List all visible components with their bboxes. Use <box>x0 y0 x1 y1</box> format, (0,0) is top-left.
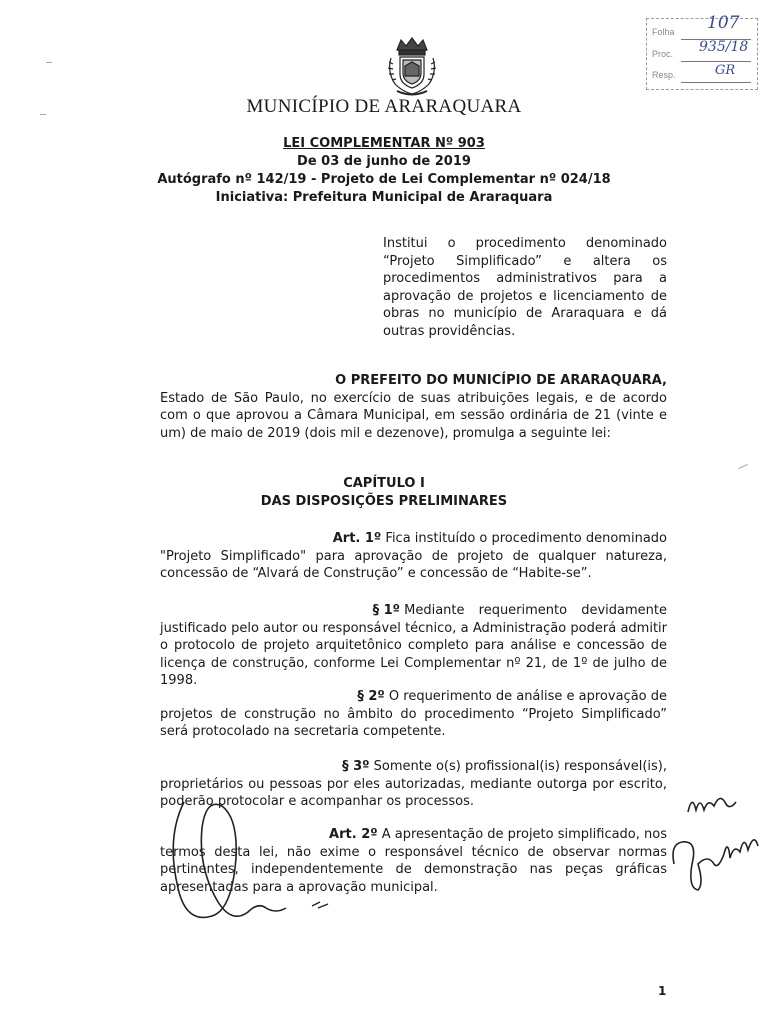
municipality-heading: MUNICÍPIO DE ARARAQUARA <box>246 96 522 117</box>
paragraph-2 <box>160 688 667 741</box>
preamble-text: Estado de São Paulo, no exercício de suas atribuições legais, e de acordo com o que aprovou a Câmara Municipal, em sessão ordinária de 21 (vinte e um) de maio de 2019 (dois mil e dezenove), promulga a seguinte lei: <box>160 390 667 441</box>
preamble <box>160 372 667 442</box>
scan-artifact <box>738 464 747 469</box>
scan-artifact <box>46 62 52 63</box>
stamp-label-proc: Proc. <box>652 49 674 59</box>
signature-right-icon <box>668 824 768 898</box>
article-first-line: Fica instituído o procedimento denominado <box>385 531 667 546</box>
paragraph-label: § 1º <box>372 603 400 618</box>
law-summary: Institui o procedimento denominado “Projeto Simplificado” e altera os procedimentos administrativos para a aprovação de projetos e licenciamento de obras no município de Araraquara e dá outras providências. <box>383 236 667 339</box>
article-1 <box>160 530 667 583</box>
stamp-line <box>681 82 751 83</box>
stamp-label-resp: Resp. <box>652 70 676 80</box>
article-first-line: A apresentação de projeto simplificado, nos <box>381 827 667 842</box>
paragraph-text: projetos de construção no âmbito do procedimento “Projeto Simplificado” será protocolado na secretaria competente. <box>160 706 667 740</box>
law-date: De 03 de junho de 2019 <box>297 154 471 169</box>
paragraph-label: § 2º <box>357 689 385 704</box>
paragraph-text: justificado pelo autor ou responsável técnico, a Administração poderá admitir o protocolo de projeto arquitetônico completo para análise e concessão de licença de construção, conforme Lei Complementar nº 21, de 1º de julho de 1998. <box>160 620 667 689</box>
signature-left-icon <box>162 798 342 942</box>
chapter-number: CAPÍTULO I <box>343 476 425 491</box>
article-text: "Projeto Simplificado" para aprovação de projeto de qualquer natureza, concessão de “Alvará de Construção” e concessão de “Habite-se”. <box>160 548 667 582</box>
paragraph-label: § 3º <box>342 759 370 774</box>
article-label: Art. 1º <box>332 531 382 546</box>
article-label: Art. 2º <box>329 827 378 842</box>
paragraph-1 <box>160 602 667 690</box>
stamp-handwritten-folha: 107 <box>707 13 740 33</box>
stamp-label-folha: Folha <box>652 27 675 37</box>
stamp-handwritten-proc: 935/18 <box>699 39 749 55</box>
paragraph-text: proprietários ou pessoas por eles autorizadas, mediante outorga por escrito, poderão protocolar e acompanhar os processos. <box>160 776 667 810</box>
law-title: LEI COMPLEMENTAR Nº 903 <box>283 136 485 151</box>
stamp-handwritten-resp: GR <box>715 63 736 78</box>
law-autografo: Autógrafo nº 142/19 - Projeto de Lei Complementar nº 024/18 <box>157 172 611 187</box>
scan-artifact <box>40 114 46 115</box>
preamble-lead: O PREFEITO DO MUNICÍPIO DE ARARAQUARA, <box>335 373 667 388</box>
paragraph-first-line: Mediante requerimento devidamente <box>404 603 667 618</box>
law-iniciativa: Iniciativa: Prefeitura Municipal de Araraquara <box>215 190 553 205</box>
paragraph-first-line: Somente o(s) profissional(is) responsável(is), <box>373 759 667 774</box>
stamp-line <box>681 61 751 62</box>
page-number: 1 <box>658 984 667 998</box>
paragraph-first-line: O requerimento de análise e aprovação de <box>388 689 667 704</box>
article-text: termos desta lei, não exime o responsável técnico de observar normas pertinentes, independentemente de demonstração nas peças gráficas apresentadas para a aprovação municipal. <box>160 844 667 895</box>
chapter-title: DAS DISPOSIÇÕES PRELIMINARES <box>260 494 508 509</box>
coat-of-arms-icon <box>383 36 441 98</box>
handwritten-initials-icon <box>684 790 744 824</box>
protocol-stamp <box>646 13 758 90</box>
